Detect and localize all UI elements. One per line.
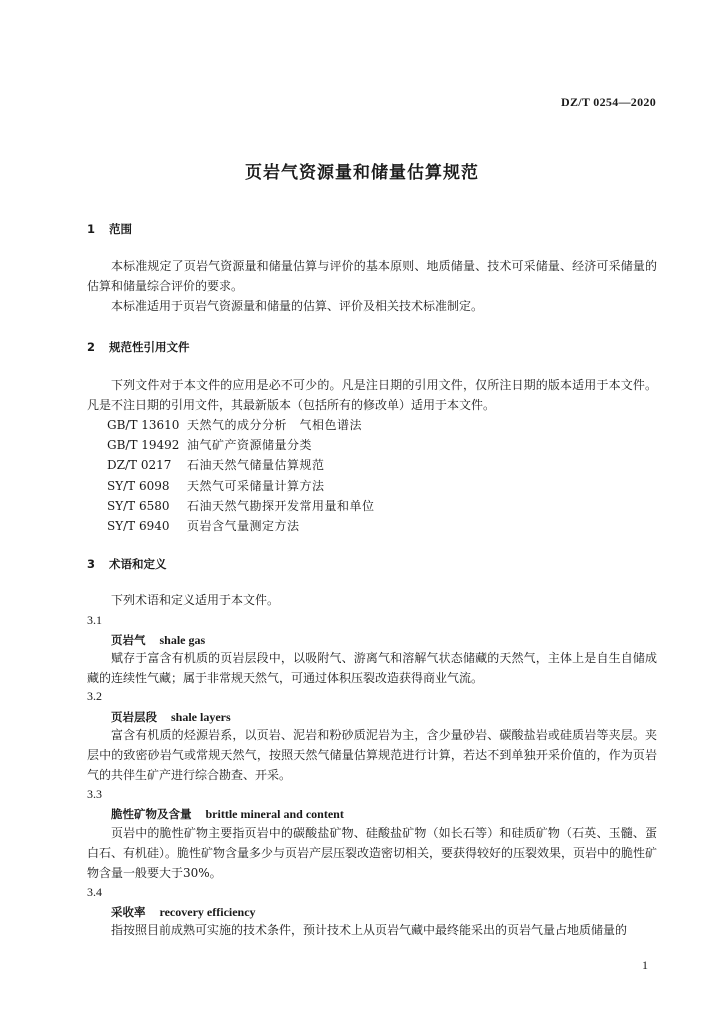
term-heading: [111, 709, 231, 725]
reference-name: 页岩含气量测定方法: [187, 519, 300, 534]
section-title: 术语和定义: [109, 557, 167, 571]
reference-code: SY/T 6940: [107, 519, 170, 534]
section-1-heading: [87, 221, 132, 237]
term-zh: 页岩层段: [111, 710, 157, 724]
term-definition: 指按照目前成熟可实施的技术条件，预计技术上从页岩气藏中最终能采出的页岩气量占地质储量的: [111, 923, 628, 937]
reference-item: [107, 496, 375, 516]
reference-name: 天然气可采储量计算方法: [187, 478, 325, 493]
reference-list: [107, 415, 375, 536]
section-2-heading: [87, 339, 190, 355]
section-title: 范围: [109, 222, 132, 236]
section-3-heading: [87, 556, 167, 572]
reference-name: 油气矿产资源储量分类: [187, 438, 313, 453]
reference-name: 天然气的成分分析 气相色谱法: [187, 418, 363, 432]
term-zh: 脆性矿物及含量: [111, 807, 192, 821]
term-heading: [111, 806, 344, 822]
term-en: shale layers: [171, 710, 231, 724]
reference-code: SY/T 6580: [107, 498, 170, 513]
term-zh: 采收率: [111, 905, 146, 919]
reference-code: DZ/T 0217: [107, 458, 172, 473]
section-3-intro: 下列术语和定义适用于本文件。: [111, 593, 280, 607]
document-title: 页岩气资源量和储量估算规范: [245, 163, 479, 183]
reference-item: [107, 415, 375, 435]
reference-code: SY/T 6098: [107, 478, 170, 493]
section-number: 1: [87, 222, 96, 236]
term-zh: 页岩气: [111, 633, 146, 647]
reference-name: 石油天然气勘探开发常用量和单位: [187, 498, 375, 513]
reference-item: [107, 435, 375, 455]
term-definition: 赋存于富含有机质的页岩层段中，以吸附气、游离气和溶解气状态储藏的天然气，主体上是自生自储成藏的连续性气藏；属于非常规天然气，可通过体积压裂改造获得商业气流。: [87, 651, 657, 685]
reference-item: [107, 516, 375, 536]
term-heading: [111, 904, 256, 920]
section-1-paragraph-1: 本标准规定了页岩气资源量和储量估算与评价的基本原则、地质储量、技术可采储量、经济可采储量的估算和储量综合评价的要求。: [87, 259, 657, 293]
term-en: shale gas: [159, 633, 206, 647]
section-number: 3: [87, 557, 96, 571]
term-heading: [111, 632, 205, 648]
term-definition: 富含有机质的烃源岩系，以页岩、泥岩和粉砂质泥岩为主，含少量砂岩、碳酸盐岩或硅质岩等夹层。夹层中的致密砂岩气或常规天然气，按照天然气储量估算规范进行计算，若达不到单独开采价值的，作为页岩气的共伴生矿产进行综合勘查、开采。: [87, 728, 657, 782]
standard-code: DZ/T 0254—2020: [561, 95, 656, 109]
reference-item: [107, 476, 375, 496]
clause-number: 3.2: [87, 689, 102, 703]
reference-item: [107, 455, 375, 475]
reference-code: GB/T 13610: [107, 418, 180, 432]
page-number: 1: [642, 958, 648, 972]
reference-code: GB/T 19492: [107, 438, 180, 453]
section-number: 2: [87, 340, 96, 354]
term-definition: 页岩中的脆性矿物主要指页岩中的碳酸盐矿物、硅酸盐矿物（如长石等）和硅质矿物（石英、玉髓、蛋白石、有机硅）。脆性矿物含量多少与页岩产层压裂改造密切相关，要获得较好的压裂效果，页岩中的脆性矿物含量一般要大于30%。: [87, 826, 658, 880]
reference-name: 石油天然气储量估算规范: [187, 458, 325, 473]
term-en: brittle mineral and content: [205, 807, 344, 821]
clause-number: 3.4: [87, 885, 102, 899]
clause-number: 3.3: [87, 787, 102, 801]
section-2-intro: 下列文件对于本文件的应用是必不可少的。凡是注日期的引用文件，仅所注日期的版本适用于本文件。凡是不注日期的引用文件，其最新版本（包括所有的修改单）适用于本文件。: [87, 378, 657, 412]
section-1-paragraph-2: 本标准适用于页岩气资源量和储量的估算、评价及相关技术标准制定。: [111, 299, 484, 313]
section-title: 规范性引用文件: [109, 340, 190, 354]
term-en: recovery efficiency: [159, 905, 256, 919]
clause-number: 3.1: [87, 613, 102, 627]
